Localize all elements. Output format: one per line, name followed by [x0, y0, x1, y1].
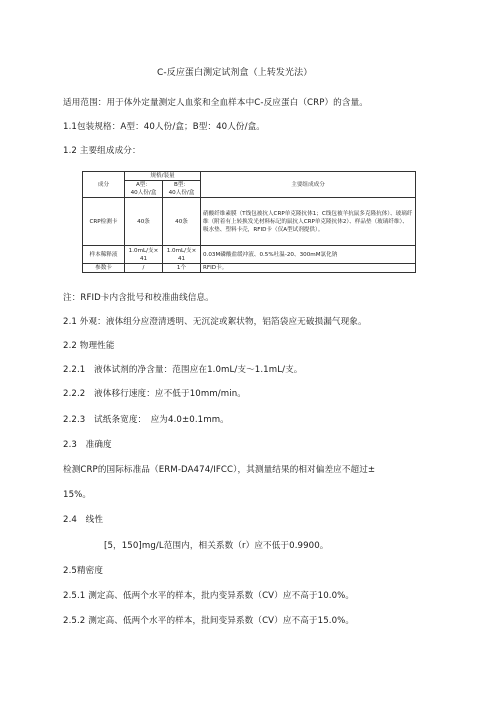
section-2-1: 2.1 外观：液体组分应澄清透明、无沉淀或絮状物，铝箔袋应无破损漏气现象。 [63, 317, 367, 327]
table-cell: 样本稀释液 [83, 246, 125, 264]
table-header-a: A型： 40人份/盒 [125, 181, 163, 198]
section-2-4: 2.4 线性 [63, 515, 104, 525]
table-cell: CRP检测卡 [83, 198, 125, 246]
section-1-1: 1.1包装规格：A型：40人份/盒；B型：40人份/盒。 [63, 122, 265, 132]
section-1-2: 1.2 主要组成成分： [63, 146, 141, 156]
table-header-b: B型： 40人份/盒 [163, 181, 201, 198]
table-cell: 40条 [163, 198, 201, 246]
table-cell: 1.0mL/支×41 [125, 246, 163, 264]
table-cell: 1.0mL/支×41 [163, 246, 201, 264]
table-cell: 参数卡 [83, 264, 125, 273]
section-2-5: 2.5精密度 [63, 566, 104, 576]
table-cell: 40条 [125, 198, 163, 246]
table-header-component: 成分 [83, 172, 125, 198]
section-2-2-3: 2.2.3 试纸条宽度： 应为4.0±0.1mm。 [63, 415, 229, 425]
table-header-main: 主要组成成分 [201, 172, 416, 198]
section-2-5-2: 2.5.2 测定高、低两个水平的样本，批间变异系数（CV）应不高于15.0%。 [63, 616, 355, 626]
scope-paragraph: 适用范围：用于体外定量测定人血浆和全血样本中C-反应蛋白（CRP）的含量。 [63, 98, 368, 108]
table-row [83, 198, 416, 246]
document-title: C-反应蛋白测定试剂盒（上转发光法） [157, 68, 313, 78]
table-header-spec: 规格/装量 [125, 172, 201, 181]
section-2-2-1: 2.2.1 液体试剂的净含量：范围应在1.0mL/支～1.1mL/支。 [63, 365, 303, 375]
table-cell: 0.03M磷酸盐缓冲液、0.5%吐温-20、300mM氯化钠 [201, 246, 416, 264]
table-cell: 1个 [163, 264, 201, 273]
section-2-4-body: [5，150]mg/L范围内，相关系数（r）应不低于0.9900。 [104, 541, 329, 551]
section-2-3-body-cont: 15%。 [63, 490, 92, 500]
section-2-3: 2.3 准确度 [63, 440, 112, 450]
section-2-2: 2.2 物理性能 [63, 341, 115, 351]
section-2-5-1: 2.5.1 测定高、低两个水平的样本，批内变异系数（CV）应不高于10.0%。 [63, 591, 355, 601]
section-2-2-2: 2.2.2 液体移行速度：应不低于10mm/min。 [63, 389, 246, 399]
composition-table [82, 171, 416, 273]
table-cell: / [125, 264, 163, 273]
section-2-3-body: 检测CRP的国际标准品（ERM-DA474/IFCC），其测量结果的相对偏差应不超过± [63, 465, 376, 475]
table-row [83, 246, 416, 264]
table-cell: RFID卡。 [201, 264, 416, 273]
table-cell: 硝酸纤维素膜（T线包被抗人CRP单克隆抗体1；C线包被羊抗鼠多克隆抗体）、玻璃纤维（附着有上转换发光材料标记的鼠抗人CRP单克隆抗体2）、样品垫（玻璃纤维）、吸水垫、塑料卡壳，RFID卡（仅A型试剂提供）。 [201, 198, 416, 246]
table-note: 注：RFID卡内含批号和校准曲线信息。 [63, 293, 214, 303]
table-row [83, 264, 416, 273]
